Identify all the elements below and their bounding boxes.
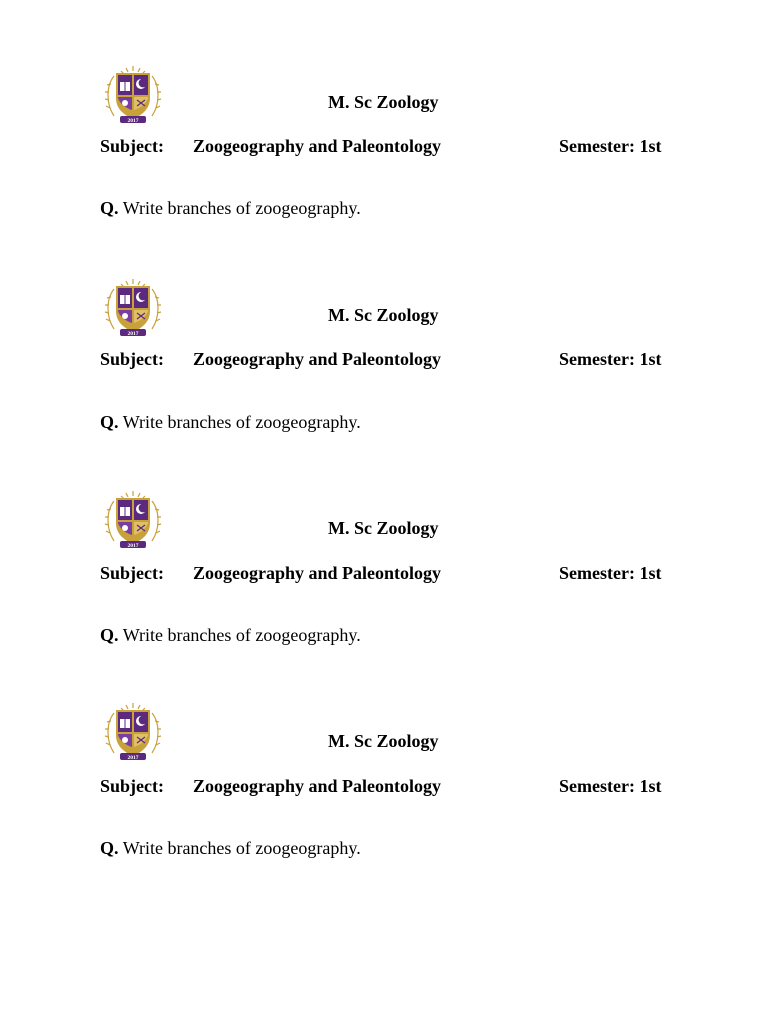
subject-line xyxy=(100,775,680,797)
subject-label: Subject: xyxy=(100,136,164,156)
university-crest-icon xyxy=(100,701,166,763)
university-crest-icon xyxy=(100,277,166,339)
svg-text:2017: 2017 xyxy=(127,754,139,761)
semester-label: Semester: 1st xyxy=(559,349,662,369)
subject-label: Subject: xyxy=(100,776,164,796)
question-slip xyxy=(0,489,768,689)
university-crest-icon xyxy=(100,64,166,126)
question-text: Write branches of zoogeography. xyxy=(118,198,361,218)
question-label: Q. xyxy=(100,625,119,645)
question xyxy=(100,837,361,859)
program-title: M. Sc Zoology xyxy=(328,305,439,325)
semester-label: Semester: 1st xyxy=(559,563,662,583)
subject-label: Subject: xyxy=(100,349,164,369)
program-title: M. Sc Zoology xyxy=(328,518,439,538)
subject-line xyxy=(100,348,680,370)
question xyxy=(100,624,361,646)
question-slip xyxy=(0,701,768,901)
question-label: Q. xyxy=(100,198,119,218)
question xyxy=(100,411,361,433)
svg-text:2017: 2017 xyxy=(127,542,139,549)
subject-value: Zoogeography and Paleontology xyxy=(193,349,442,369)
subject-label: Subject: xyxy=(100,563,164,583)
program-title: M. Sc Zoology xyxy=(328,92,439,112)
semester-label: Semester: 1st xyxy=(559,776,662,796)
question-slip xyxy=(0,277,768,477)
subject-line xyxy=(100,562,680,584)
svg-text:2017: 2017 xyxy=(127,330,139,337)
question-label: Q. xyxy=(100,412,119,432)
subject-value: Zoogeography and Paleontology xyxy=(193,563,442,583)
svg-text:2017: 2017 xyxy=(127,117,139,124)
program-title: M. Sc Zoology xyxy=(328,731,439,751)
question-text: Write branches of zoogeography. xyxy=(118,838,361,858)
subject-value: Zoogeography and Paleontology xyxy=(193,776,442,796)
university-crest-icon xyxy=(100,489,166,551)
subject-line xyxy=(100,135,680,157)
question-label: Q. xyxy=(100,838,119,858)
question-text: Write branches of zoogeography. xyxy=(118,625,361,645)
question-text: Write branches of zoogeography. xyxy=(118,412,361,432)
semester-label: Semester: 1st xyxy=(559,136,662,156)
subject-value: Zoogeography and Paleontology xyxy=(193,136,442,156)
question xyxy=(100,197,361,219)
question-slip xyxy=(0,64,768,264)
